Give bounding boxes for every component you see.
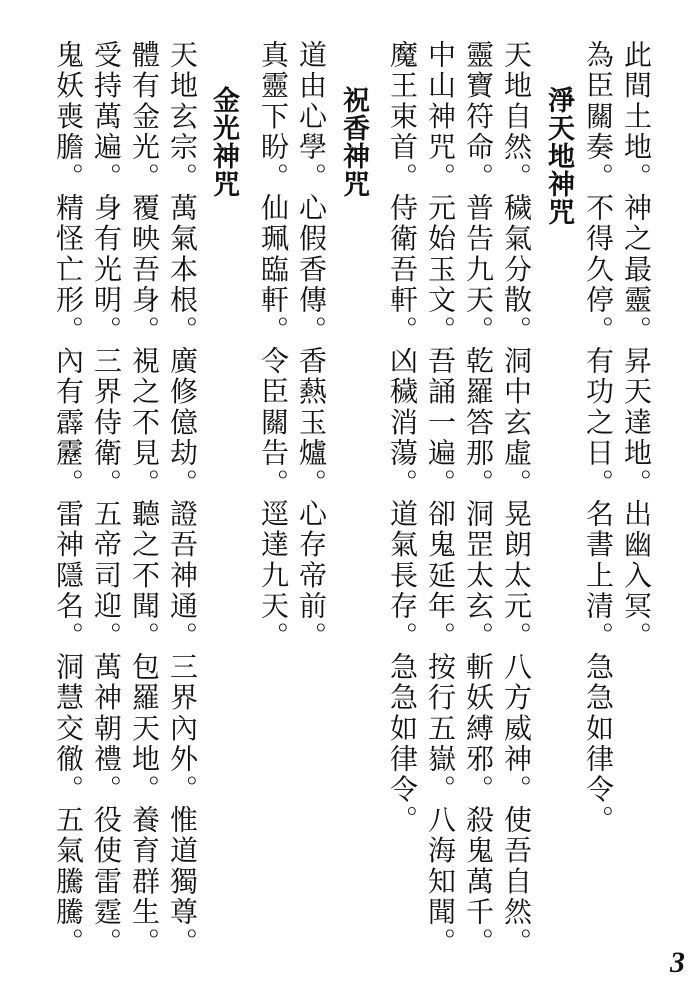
text-column: 鬼妖喪膽。精怪亡形。內有霹靂。雷神隱名。洞慧交徹。五氣騰騰。 bbox=[52, 40, 85, 958]
text-column: 為臣關奏。不得久停。有功之日。名書上清。急急如律令。 bbox=[582, 40, 615, 836]
text-column: 天地自然。穢氣分散。洞中玄虛。晃朗太元。八方威神。使吾自然。 bbox=[500, 40, 533, 958]
text-column: 真靈下盼。仙珮臨軒。令臣關告。逕達九天。 bbox=[257, 40, 290, 652]
text-column: 魔王束首。侍衛吾軒。凶穢消蕩。道氣長存。急急如律令。 bbox=[386, 40, 419, 836]
text-column: 此間土地。神之最靈。昇天達地。出幽入冥。 bbox=[620, 40, 653, 652]
text-column: 中山神咒。元始玉文。吾誦一遍。卻鬼延年。按行五嶽。八海知聞。 bbox=[424, 40, 457, 958]
section-title-zhuxiang: 祝香神咒 bbox=[338, 86, 369, 198]
text-column: 道由心學。心假香傳。香爇玉爐。心存帝前。 bbox=[295, 40, 328, 652]
page-number: 3 bbox=[670, 946, 685, 979]
text-column: 體有金光。覆映吾身。視之不見。聽之不聞。包羅天地。養育群生。 bbox=[128, 40, 161, 958]
section-title-jinguang: 金光神咒 bbox=[208, 86, 239, 198]
text-column: 天地玄宗。萬氣本根。廣修億劫。證吾神通。三界內外。惟道獨尊。 bbox=[166, 40, 199, 958]
section-title-jing-tiandi: 淨天地神咒 bbox=[543, 86, 574, 226]
text-column: 受持萬遍。身有光明。三界侍衛。五帝司迎。萬神朝禮。役使雷霆。 bbox=[90, 40, 123, 958]
text-column: 靈寶符命。普告九天。乾羅答那。洞罡太玄。斬妖縛邪。殺鬼萬千。 bbox=[462, 40, 495, 958]
